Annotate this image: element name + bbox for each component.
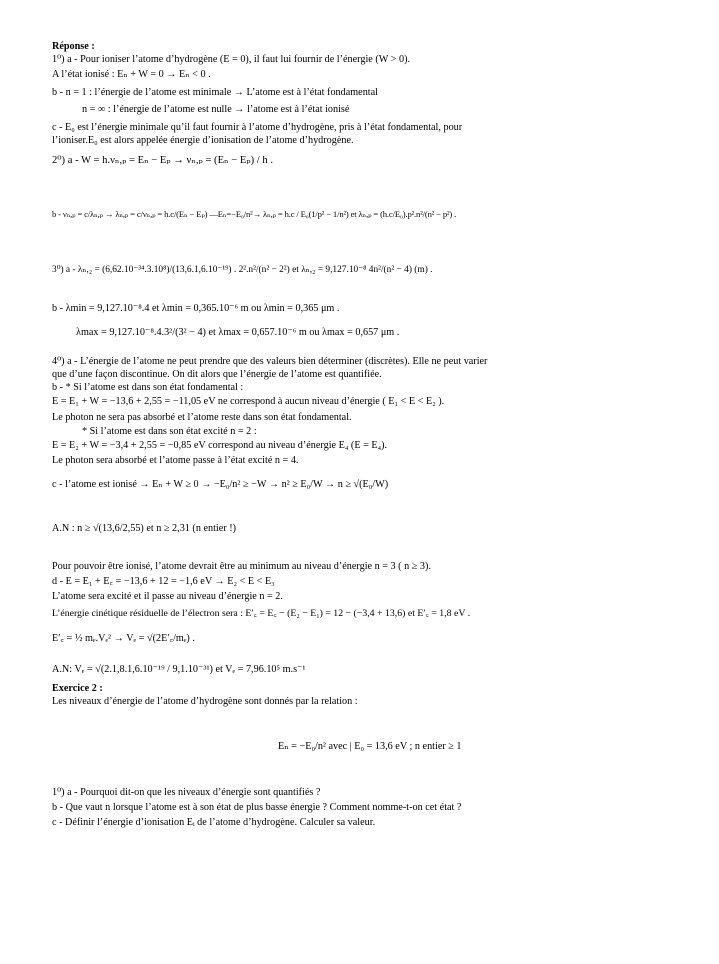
answer-4b-conc2: Le photon sera absorbé et l’atome passe à l’état excité n = 4. [52,455,299,466]
answer-4b-conc1: Le photon ne sera pas absorbé et l’atome reste dans son état fondamental. [52,412,352,423]
answer-3b-max: λmax = 9,127.10⁻⁸.4.3²/(3² − 4) et λmax = 0,657.10⁻⁶ m ou λmax = 0,657 μm . [76,327,400,338]
answer-1b: b - n = 1 : l’énergie de l’atome est minimale → L’atome est à l’état fondamental [52,87,378,98]
question-1a: 1⁰) a - Pourquoi dit-on que les niveaux d’énergie sont quantifiés ? [52,787,321,798]
exercise-2-title: Exercice 2 : [52,683,103,694]
answer-4d-conc: L’atome sera excité et il passe au niveau d’énergie n = 2. [52,591,283,602]
exercise-2-formula: Eₙ = −E₀/n² avec | E₀ = 13,6 eV ; n entier ≥ 1 [278,741,462,752]
answer-1a-cont: A l’état ionisé : Eₙ + W = 0 → Eₙ < 0 . [52,69,211,80]
answer-1a: 1⁰) a - Pour ioniser l’atome d’hydrogène (E = 0), il faut lui fournir de l’énergie (W > 0). [52,54,411,65]
answer-4a-cont: que d’une façon discontinue. On dit alors que l’énergie de l’atome est quantifiée. [52,369,382,380]
answer-4c-conc: Pour pouvoir être ionisé, l’atome devrait être au minimum au niveau d’énergie n = 3 ( n ≥ 3). [52,561,431,572]
exercise-2-intro: Les niveaux d’énergie de l’atome d’hydrogène sont donnés par la relation : [52,696,358,707]
answer-4d-an: A.N: Vₑ = √(2.1,8.1,6.10⁻¹⁹ / 9,1.10⁻³¹) et Vₑ = 7,96.10⁵ m.s⁻¹ [52,664,306,675]
answer-1b-cont: n = ∞ : l’énergie de l’atome est nulle → l’atome est à l’état ionisé [82,104,350,115]
reponse-title: Réponse : [52,41,95,52]
answer-4d-ve: E′꜀ = ½ mₑ.Vₑ² → Vₑ = √(2E′꜀/mₑ) . [52,633,195,644]
question-1c: c - Définir l’énergie d’ionisation Eᵢ de l’atome d’hydrogène. Calculer sa valeur. [52,817,376,828]
answer-4b-eq2: E = E₂ + W = −3,4 + 2,55 = −0,85 eV correspond au niveau d’énergie E₄ (E = E₄). [52,440,388,451]
question-1b: b - Que vaut n lorsque l’atome est à son état de plus basse énergie ? Comment nomme-t-on cet état ? [52,802,462,813]
answer-4a: 4⁰) a - L’énergie de l’atome ne peut prendre que des valeurs bien déterminer (discrètes). Elle ne peut varier [52,356,488,367]
answer-4c: c - l’atome est ionisé → Eₙ + W ≥ 0 → −E₀/n² ≥ −W → n² ≥ E₀/W → n ≥ √(E₀/W) [52,479,389,490]
answer-1c-cont: l’ioniser.E₀ est alors appelée énergie d’ionisation de l’atome d’hydrogène. [52,135,354,146]
answer-2a: 2⁰) a - W = h.νₙ,ₚ = Eₙ − Eₚ → νₙ,ₚ = (Eₙ − Eₚ) / h . [52,155,273,166]
answer-1c: c - E₀ est l’énergie minimale qu’il faut fournir à l’atome d’hydrogène, pris à l’état fondamental, pour [52,122,463,133]
answer-4d-ec: L’énergie cinétique résiduelle de l’électron sera : E′꜀ = E꜀ − (E₂ − E₁) = 12 − (−3,4 + 13,6) et E′꜀ = 1,8 eV . [52,608,471,619]
answer-4c-an: A.N : n ≥ √(13,6/2,55) et n ≥ 2,31 (n entier !) [52,523,236,534]
answer-2b: b - νₙ,ₚ = c/λₙ,ₚ → λₙ,ₚ = c/νₙ,ₚ = h.c/(Eₙ − Eₚ) —Eₙ=−E₀/n²→ λₙ,ₚ = h.c / E₀(1/p² − 1/n²) et λₙ,ₚ = (h.c/E₀).p².n²/(n² − p²) . [52,209,457,219]
answer-4b-case2: * Si l’atome est dans son état excité n = 2 : [82,426,257,437]
answer-3a: 3⁰) a - λₙ,₂ = (6,62.10⁻³⁴.3.10⁸)/(13,6.1,6.10⁻¹⁹) . 2².n²/(n² − 2²) et λₙ,₂ = 9,127.10⁻⁸ 4n²/(n² − 4) (m) . [52,265,433,275]
answer-4b-eq1: E = E₁ + W = −13,6 + 2,55 = −11,05 eV ne correspond à aucun niveau d’énergie ( E₁ < E < E₂ ). [52,396,445,407]
answer-4d: d - E = E₁ + E꜀ = −13,6 + 12 = −1,6 eV → E₂ < E < E₃ [52,576,275,587]
answer-3b: b - λmin = 9,127.10⁻⁸.4 et λmin = 0,365.10⁻⁶ m ou λmin = 0,365 μm . [52,303,340,314]
answer-4b-case1: b - * Si l’atome est dans son état fondamental : [52,382,244,393]
